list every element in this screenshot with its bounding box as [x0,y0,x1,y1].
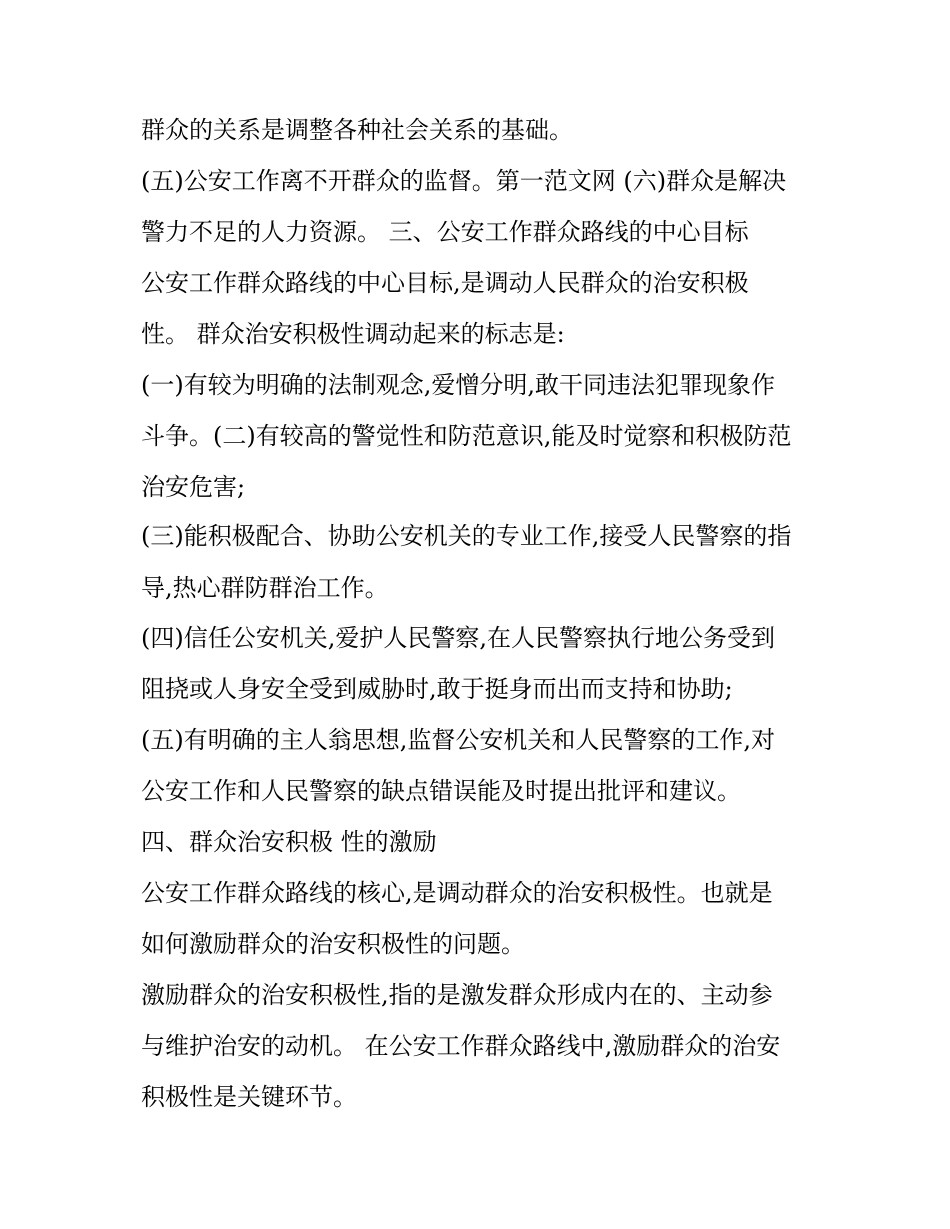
text-line: 群众的关系是调整各种社会关系的基础。 [141,116,573,144]
text-line: 激励群众的治安积极性,指的是激发群众形成内在的、主动参 [141,981,773,1009]
text-line: (一)有较为明确的法制观念,爱憎分明,敢干同违法犯罪现象作 [141,371,775,399]
text-line: 性。 群众治安积极性调动起来的标志是: [141,320,565,348]
text-line: 公安工作和人民警察的缺点错误能及时提出批评和建议。 [141,777,741,805]
text-line: (五)公安工作离不开群众的监督。第一范文网 (六)群众是解决 [141,167,787,195]
text-line: 与维护治安的动机。 在公安工作群众路线中,激励群众的治安 [141,1032,781,1060]
text-line: 积极性是关键环节。 [141,1083,357,1111]
text-line: 斗争。(二)有较高的警觉性和防范意识,能及时觉察和积极防范 [141,422,792,450]
section-heading: 四、群众治安积极 性的激励 [141,828,437,856]
text-line: 导,热心群防群治工作。 [141,574,389,602]
text-line: 治安危害; [141,473,246,501]
text-line: 公安工作群众路线的核心,是调动群众的治安积极性。也就是 [141,879,773,907]
text-line: (三)能积极配合、协助公安机关的专业工作,接受人民警察的指 [141,522,792,550]
text-line: 阻挠或人身安全受到威胁时,敢于挺身而出而支持和协助; [141,675,733,703]
text-line: 公安工作群众路线的中心目标,是调动人民群众的治安积极 [141,269,749,297]
text-line: 如何激励群众的治安积极性的问题。 [141,930,525,958]
text-line: 警力不足的人力资源。 三、公安工作群众路线的中心目标 [141,218,749,246]
text-line: (五)有明确的主人翁思想,监督公安机关和人民警察的工作,对 [141,726,775,754]
text-line: (四)信任公安机关,爱护人民警察,在人民警察执行地公务受到 [141,624,775,652]
